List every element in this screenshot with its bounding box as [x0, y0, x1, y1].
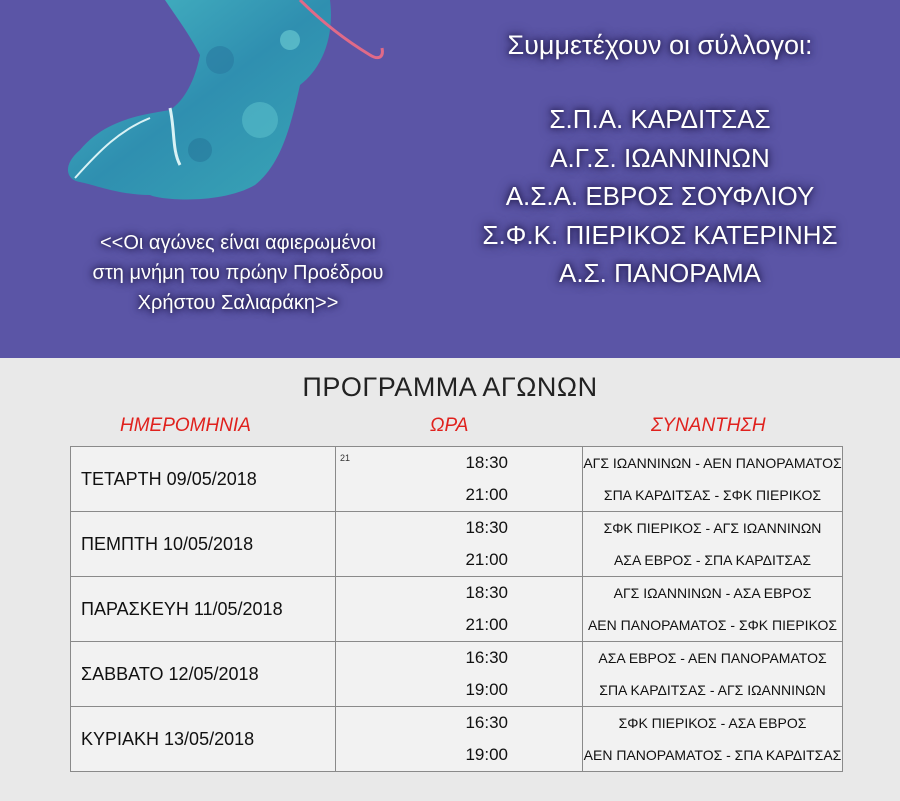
table-row — [71, 642, 843, 707]
clubs-list — [440, 100, 880, 293]
date-column-header: ΗΜΕΡΟΜΗΝΙΑ — [120, 415, 251, 436]
club-item: Α.Γ.Σ. ΙΩΑΝΝΙΝΩΝ — [550, 142, 770, 173]
poster-banner — [0, 0, 900, 358]
day-cell: ΤΕΤΑΡΤΗ 09/05/2018 — [71, 447, 336, 512]
club-item: Α.Σ.Α. ΕΒΡΟΣ ΣΟΥΦΛΙΟΥ — [505, 181, 815, 211]
time-cell: 16:30 19:00 — [336, 642, 583, 707]
time-cell: 18:30 21:00 — [336, 577, 583, 642]
match-cell: ΑΓΣ ΙΩΑΝΝΙΝΩΝ - ΑΣΑ ΕΒΡΟΣ ΑΕΝ ΠΑΝΟΡΑΜΑΤΟΣ - ΣΦΚ ΠΙΕΡΙΚΟΣ — [583, 577, 843, 642]
table-row — [71, 447, 843, 512]
footnote-number: 21 — [340, 453, 351, 463]
match-column-header: ΣΥΝΑΝΤΗΣΗ — [651, 415, 766, 436]
athlete-leg-artwork — [0, 0, 480, 220]
match-cell: ΣΦΚ ΠΙΕΡΙΚΟΣ - ΑΣΑ ΕΒΡΟΣ ΑΕΝ ΠΑΝΟΡΑΜΑΤΟΣ - ΣΠΑ ΚΑΡΔΙΤΣΑΣ — [583, 707, 843, 772]
day-cell: ΣΑΒΒΑΤΟ 12/05/2018 — [71, 642, 336, 707]
club-item: Σ.Φ.Κ. ΠΙΕΡΙΚΟΣ ΚΑΤΕΡΙΝΗΣ — [482, 219, 838, 250]
club-item: Σ.Π.Α. ΚΑΡΔΙΤΣΑΣ — [549, 104, 771, 134]
table-row — [71, 707, 843, 772]
match-cell: ΑΓΣ ΙΩΑΝΝΙΝΩΝ - ΑΕΝ ΠΑΝΟΡΑΜΑΤΟΣ ΣΠΑ ΚΑΡΔΙΤΣΑΣ - ΣΦΚ ΠΙΕΡΙΚΟΣ — [583, 447, 843, 512]
day-cell: ΠΕΜΠΤΗ 10/05/2018 — [71, 512, 336, 577]
match-cell: ΑΣΑ ΕΒΡΟΣ - ΑΕΝ ΠΑΝΟΡΑΜΑΤΟΣ ΣΠΑ ΚΑΡΔΙΤΣΑΣ - ΑΓΣ ΙΩΑΝΝΙΝΩΝ — [583, 642, 843, 707]
schedule-title: ΠΡΟΓΡΑΜΜΑ ΑΓΩΝΩΝ — [302, 372, 598, 402]
time-cell: 21 18:30 21:00 — [336, 447, 583, 512]
dedication-text: <<Οι αγώνες είναι αφιερωμένοι στη μνήμη του πρώην Προέδρου Χρήστου Σαλιαράκη>> — [92, 232, 384, 314]
match-cell: ΣΦΚ ΠΙΕΡΙΚΟΣ - ΑΓΣ ΙΩΑΝΝΙΝΩΝ ΑΣΑ ΕΒΡΟΣ - ΣΠΑ ΚΑΡΔΙΤΣΑΣ — [583, 512, 843, 577]
clubs-title: Συμμετέχουν οι σύλλογοι: — [507, 30, 813, 60]
time-cell: 18:30 21:00 — [336, 512, 583, 577]
time-column-header: ΩΡΑ — [430, 415, 469, 436]
day-cell: ΚΥΡΙΑΚΗ 13/05/2018 — [71, 707, 336, 772]
schedule-table — [70, 446, 843, 772]
table-row — [71, 512, 843, 577]
club-item: Α.Σ. ΠΑΝΟΡΑΜΑ — [559, 258, 761, 288]
time-cell: 16:30 19:00 — [336, 707, 583, 772]
table-row — [71, 577, 843, 642]
day-cell: ΠΑΡΑΣΚΕΥΗ 11/05/2018 — [71, 577, 336, 642]
